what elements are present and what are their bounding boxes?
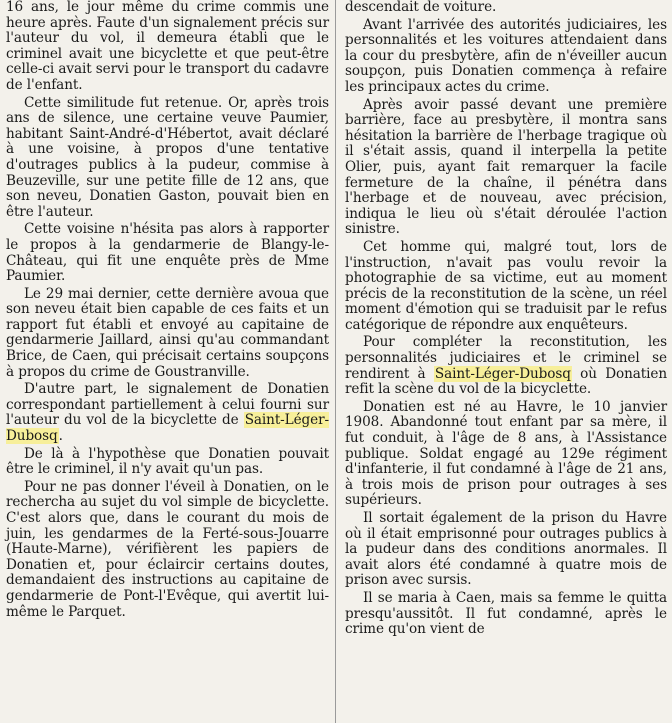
column-divider (335, 0, 336, 723)
highlighted-place-name: Saint-Léger-Dubosq (434, 365, 571, 382)
article-paragraph (345, 18, 667, 96)
paragraph-text: D'autre part, le signalement de Donatien correspondant partiellement à celui fourni sur l'auteur du vol de la bicyclette de (6, 381, 329, 429)
article-paragraph (345, 591, 667, 638)
paragraph-text: De là à l'hypothèse que Donatien pouvait être le criminel, il n'y avait qu'un pas. (6, 445, 329, 478)
paragraph-text: Après avoir passé devant une première barrière, face au presbytère, il montra sans hésitation la barrière de l'herbage tragique où il s'était assis, quand il interpella la petite Olier, puis, ayant fait remarquer la facile fermeture de la chaîne, il pénétra dans l'herbage et de nouveau, avec précision, indiqua le lieu où s'était déroulée l'action sinistre. (345, 96, 667, 238)
article-paragraph (345, 98, 667, 238)
paragraph-text: Il se maria à Caen, mais sa femme le quitta presqu'aussitôt. Il fut condamné, après le crime qu'on vient de (345, 589, 667, 638)
highlighted-place-name: Saint-Léger-Dubosq (6, 412, 329, 445)
article-paragraph (6, 382, 329, 444)
paragraph-text: Cette voisine n'hésita pas alors à rapporter le propos à la gendarmerie de Blangy-le-Château, qui fit une enquête près de Mme Paumier. (6, 221, 329, 285)
paragraph-text: Pour compléter la reconstitution, les personnalités judiciaires et le criminel se rendirent à (345, 334, 667, 382)
article-paragraph (6, 222, 329, 284)
article-paragraph (345, 400, 667, 509)
article-paragraph (345, 240, 667, 334)
article-paragraph (6, 447, 329, 478)
article-paragraph (6, 96, 329, 221)
paragraph-text: Avant l'arrivée des autorités judiciaires, les personnalités et les voitures attendaient dans la cour du presbytère, afin de n'éveiller aucun soupçon, puis Donatien commença à refaire les principaux actes du crime. (345, 16, 667, 95)
paragraph-text: Cette similitude fut retenue. Or, après trois ans de silence, une certaine veuve Paumier, habitant Saint-André-d'Hébertot, avait déclaré à une voisine, à propos d'une tentative d'outrages publics à la pudeur, commise à Beuzeville, sur une petite fille de 12 ans, que son neveu, Donatien Gaston, pouvait bien en être l'auteur. (6, 94, 329, 220)
article-paragraph (6, 0, 329, 94)
paragraph-text: Il sortait également de la prison du Havre où il était emprisonné pour outrages publics à la pudeur dans des conditions anormales. Il avait alors été condamné à quatre mois de prison avec sursis. (345, 510, 667, 589)
article-paragraph (345, 511, 667, 589)
paragraph-text: Cet homme qui, malgré tout, lors de l'instruction, n'avait pas voulu revoir la photographie de sa victime, eut au moment précis de la reconstitution de la scène, un réel moment d'émotion qui se traduisit par le refus catégorique de répondre aux enquêteurs. (345, 238, 667, 333)
article-paragraph (6, 480, 329, 620)
paragraph-text: Donatien est né au Havre, le 10 janvier 1908. Abandonné tout enfant par sa mère, il fut conduit, à l'âge de 8 ans, à l'Assistance publique. Soldat engagé au 129e régiment d'infanterie, il fut condamné à l'âge de 21 ans, à trois mois de prison pour outrages à ses supérieurs. (345, 398, 667, 509)
paragraph-text-after: . (58, 428, 63, 445)
article-paragraph (6, 287, 329, 381)
paragraph-text-after: où Donatien refit la scène du vol de la bicyclette. (345, 365, 667, 398)
paragraph-text: Pour ne pas donner l'éveil à Donatien, on le rechercha au sujet du vol simple de bicyclette. C'est alors que, dans le courant du mois de juin, les gendarmes de la Ferté-sous-Jouarre (Haute-Marne), vérifièrent les papiers de Donatien et, pour éclaircir certains doutes, demandaient des instructions au capitaine de gendarmerie de Pont-l'Evêque, qui avertit lui-même le Parquet. (6, 478, 329, 620)
paragraph-text: Le 29 mai dernier, cette dernière avoua que son neveu était bien capable de ces faits et un rapport fut établi et envoyé au capitaine de gendarmerie Jaillard, ainsi qu'au commandant Brice, de Caen, qui précisait certains soupçons à propos du crime de Goustranville. (6, 285, 329, 380)
article-column-left (0, 0, 335, 723)
article-paragraph (345, 335, 667, 397)
paragraph-text: 16 ans, le jour même du crime commis une heure après. Faute d'un signalement précis sur l'auteur du vol, il demeura établi que le criminel avait une bicyclette et que peut-être celle-ci avait servi pour le transport du cadavre de l'enfant. (6, 0, 329, 93)
article-paragraph (345, 0, 667, 16)
paragraph-text: descendait de voiture. (345, 0, 497, 15)
article-column-right (335, 0, 672, 723)
